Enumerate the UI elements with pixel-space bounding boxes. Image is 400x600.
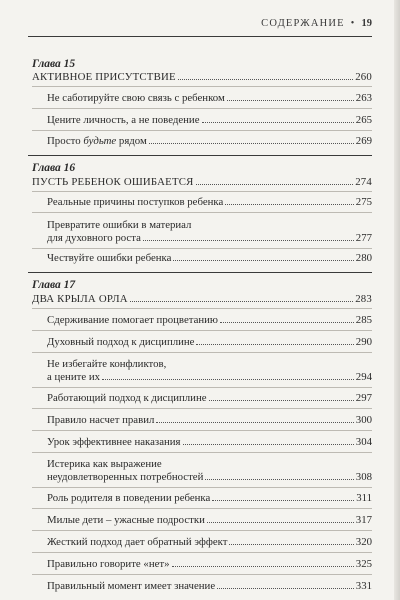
toc-entry[interactable] [47, 514, 372, 526]
page-number: 320 [355, 536, 372, 548]
separator [32, 108, 372, 109]
page-edge [394, 0, 400, 600]
entry-title-part: рядом [116, 135, 147, 147]
entry-title-line1: Истерика как выражение [47, 458, 162, 470]
separator [32, 86, 372, 87]
toc-entry[interactable] [47, 392, 372, 404]
entry-title-italic: будьте [83, 135, 117, 147]
chapter-label: Глава 16 [32, 162, 76, 174]
page-number: 263 [355, 92, 372, 104]
dot-leader [196, 184, 354, 185]
separator [32, 330, 372, 331]
entry-title: Духовный подход к дисциплине [47, 336, 195, 348]
toc-entry[interactable] [47, 458, 372, 484]
dot-leader [178, 79, 353, 80]
toc-entry[interactable] [47, 358, 372, 384]
dot-leader [217, 588, 354, 589]
separator [32, 352, 372, 353]
entry-title: Милые дети – ужасные подростки [47, 514, 205, 526]
dot-leader [172, 566, 354, 567]
entry-title: Не саботируйте свою связь с ребенком [47, 92, 225, 104]
chapter-label: Глава 15 [32, 58, 76, 70]
page-number: 283 [355, 293, 372, 305]
entry-title-line1: Превратите ошибки в материал [47, 219, 192, 231]
dot-leader [130, 301, 353, 302]
separator [32, 408, 372, 409]
toc-entry[interactable] [47, 114, 372, 126]
chapter-rule [28, 272, 372, 273]
separator [32, 130, 372, 131]
toc-entry[interactable] [47, 558, 372, 570]
toc-entry[interactable] [47, 536, 372, 548]
page-number: 297 [355, 392, 372, 404]
page-number: 304 [355, 436, 372, 448]
toc-chapter-entry[interactable] [32, 293, 372, 305]
toc-entry[interactable] [47, 314, 372, 326]
dot-leader [102, 379, 354, 380]
toc-entry[interactable] [47, 336, 372, 348]
page-number: 280 [355, 252, 372, 264]
dot-leader [212, 500, 354, 501]
dot-leader [143, 240, 354, 241]
page-number: 265 [355, 114, 372, 126]
separator [32, 574, 372, 575]
separator [32, 452, 372, 453]
entry-title-line2: неудовлетворенных потребностей [47, 471, 204, 483]
chapter-label: Глава 17 [32, 279, 76, 291]
page-number: 317 [355, 514, 372, 526]
separator [32, 387, 372, 388]
dot-leader [205, 479, 353, 480]
chapter-title: ДВА КРЫЛА ОРЛА [32, 293, 128, 305]
entry-title-line1: Не избегайте конфликтов, [47, 358, 167, 370]
toc-entry[interactable] [47, 414, 372, 426]
separator [32, 487, 372, 488]
separator [32, 508, 372, 509]
separator [32, 552, 372, 553]
dot-leader [149, 143, 354, 144]
dot-leader [202, 122, 354, 123]
separator [32, 212, 372, 213]
toc-entry[interactable] [47, 135, 372, 147]
entry-title: Урок эффективнее наказания [47, 436, 181, 448]
page-number: 308 [355, 471, 372, 483]
entry-title-line2: а цените их [47, 371, 101, 383]
entry-title: Чествуйте ошибки ребенка [47, 252, 172, 264]
dot-leader [220, 322, 354, 323]
toc-entry[interactable] [47, 436, 372, 448]
page-number: 275 [355, 196, 372, 208]
separator [32, 430, 372, 431]
toc-entry[interactable] [47, 219, 372, 245]
page-number: 260 [355, 71, 372, 83]
entry-title-part: Просто [47, 135, 84, 147]
entry-title: Правило насчет правил [47, 414, 155, 426]
page-number: 274 [355, 176, 372, 188]
separator [32, 530, 372, 531]
dot-leader [227, 100, 354, 101]
page-number: 325 [355, 558, 372, 570]
dot-leader [207, 522, 354, 523]
entry-title: Работающий подход к дисциплине [47, 392, 207, 404]
toc-entry[interactable] [47, 92, 372, 104]
toc-entry[interactable] [47, 252, 372, 264]
dot-leader [183, 444, 354, 445]
dot-leader [209, 400, 354, 401]
dot-leader [229, 544, 353, 545]
toc-chapter-entry[interactable] [32, 176, 372, 188]
chapter-title: АКТИВНОЕ ПРИСУТСТВИЕ [32, 71, 176, 83]
entry-title [47, 135, 147, 147]
page-number: 331 [355, 580, 372, 592]
dot-leader [196, 344, 353, 345]
entry-title-line2: для духовного роста [47, 232, 141, 244]
page-number: 285 [355, 314, 372, 326]
entry-title: Правильно говорите «нет» [47, 558, 170, 570]
dot-leader [173, 260, 353, 261]
running-header [261, 18, 372, 29]
entry-title: Сдерживание помогает процветанию [47, 314, 218, 326]
toc-entry[interactable] [47, 492, 372, 504]
page-number: 277 [355, 232, 372, 244]
page-number: 294 [355, 371, 372, 383]
toc-chapter-entry[interactable] [32, 71, 372, 83]
page-number: 269 [355, 135, 372, 147]
entry-title: Цените личность, а не поведение [47, 114, 200, 126]
toc-entry[interactable] [47, 580, 372, 592]
chapter-title: ПУСТЬ РЕБЕНОК ОШИБАЕТСЯ [32, 176, 194, 188]
separator [32, 308, 372, 309]
entry-title: Реальные причины поступков ребенка [47, 196, 224, 208]
chapter-rule [28, 155, 372, 156]
header-bullet: • [350, 18, 356, 29]
page-number: 290 [355, 336, 372, 348]
entry-title: Правильный момент имеет значение [47, 580, 216, 592]
separator [32, 248, 372, 249]
header-page-number: 19 [361, 18, 372, 29]
page-number: 311 [356, 492, 372, 504]
separator [32, 191, 372, 192]
header-title: СОДЕРЖАНИЕ [261, 18, 345, 29]
header-rule [28, 36, 372, 37]
dot-leader [156, 422, 353, 423]
toc-entry[interactable] [47, 196, 372, 208]
dot-leader [225, 204, 354, 205]
entry-title: Роль родителя в поведении ребенка [47, 492, 211, 504]
page-number: 300 [355, 414, 372, 426]
entry-title: Жесткий подход дает обратный эффект [47, 536, 228, 548]
